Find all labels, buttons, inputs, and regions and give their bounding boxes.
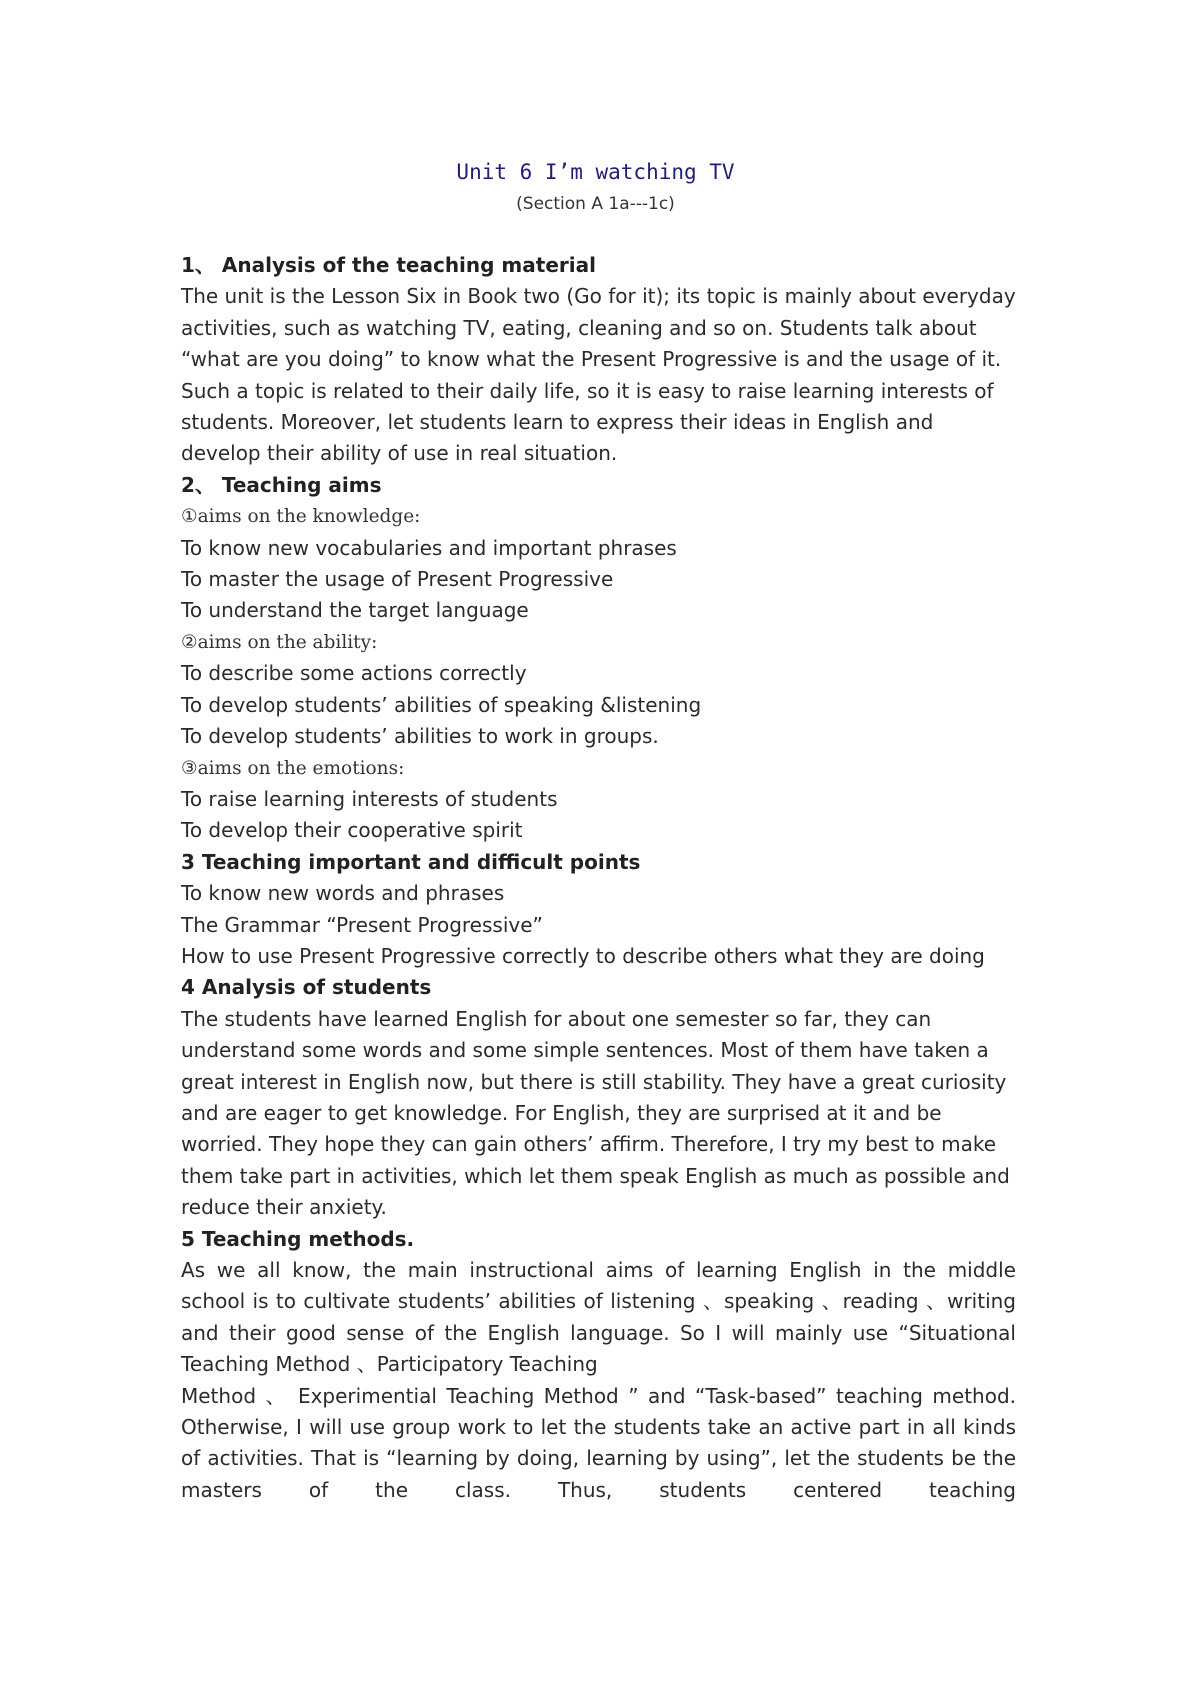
section-heading: 2、 Teaching aims <box>181 472 382 497</box>
list-item: To master the usage of Present Progressive <box>181 567 614 592</box>
list-item: To know new vocabularies and important phrases <box>181 535 677 560</box>
subsection-label: ①aims on the knowledge: <box>181 506 421 528</box>
paragraph: Method 、 Experimential Teaching Method ” and “Task-based” teaching method. Otherwise, I will use group work to let the students take an active part in all kinds of activities. That is “learning by doing, learning by using”, let the students be the masters of the class. Thus, students centered teaching <box>181 1383 1016 1502</box>
list-item: To describe some actions correctly <box>181 661 527 686</box>
list-item: To develop students’ abilities to work in groups. <box>181 724 659 749</box>
list-item: The Grammar “Present Progressive” <box>181 912 543 937</box>
section-heading: 4 Analysis of students <box>181 975 432 1000</box>
list-item: To develop their cooperative spirit <box>181 818 523 843</box>
subsection-label: ②aims on the ability: <box>181 631 378 653</box>
document-title: Unit 6 I’m watching TV <box>456 160 735 184</box>
document-subtitle: (Section A 1a---1c) <box>516 194 675 214</box>
list-item: To raise learning interests of students <box>181 786 558 811</box>
list-item: To develop students’ abilities of speaking &listening <box>181 692 702 717</box>
section-heading: 5 Teaching methods. <box>181 1226 415 1251</box>
subsection-label: ③aims on the emotions: <box>181 757 405 779</box>
paragraph: The unit is the Lesson Six in Book two (Go for it); its topic is mainly about everyday activities, such as watching TV, eating, cleaning and so on. Students talk about “what are you doing” to know what the Present Progressive is and the usage of it. Such a topic is related to their daily life, so it is easy to raise learning interests of students. Moreover, let students learn to express their ideas in English and develop their ability of use in real situation. <box>181 284 1016 466</box>
section-heading: 3 Teaching important and difficult points <box>181 849 641 874</box>
section-heading: 1、 Analysis of the teaching material <box>181 253 596 277</box>
list-item: How to use Present Progressive correctly to describe others what they are doing <box>181 943 985 968</box>
paragraph: The students have learned English for about one semester so far, they can understand some words and some simple sentences. Most of them have taken a great interest in English now, but there is still stability. They have a great curiosity and are eager to get knowledge. For English, they are surprised at it and be worried. They hope they can gain others’ affirm. Therefore, I try my best to make them take part in activities, which let them speak English as much as possible and reduce their anxiety. <box>181 1006 1010 1220</box>
document-body <box>181 250 1016 1506</box>
list-item: To understand the target language <box>181 598 529 623</box>
paragraph: As we all know, the main instructional aims of learning English in the middle school is to cultivate students’ abilities of listening 、speaking 、reading 、writing and their good sense of the English language. So I will mainly use “Situational Teaching Method 、Participatory Teaching <box>181 1258 1016 1377</box>
list-item: To know new words and phrases <box>181 881 505 906</box>
